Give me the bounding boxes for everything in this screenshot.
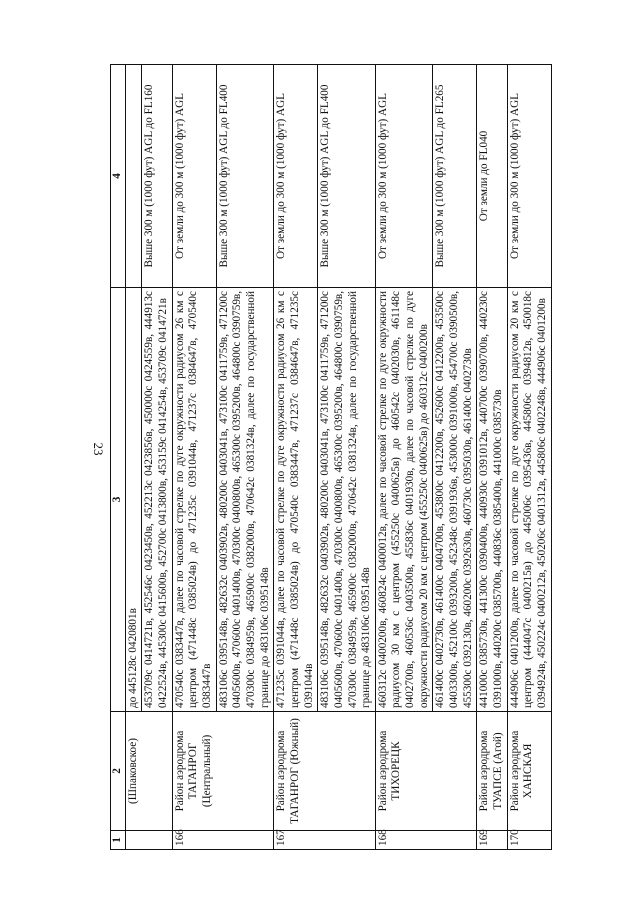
boundary-coordinates: 470540с 0383447в, далее по часовой стрелке по дуге окружности радиусом 26 км с центром (471448с 0385024в) до 471235с 0391044в, 471237с 0384647в, 470540с 0383447в [172, 288, 216, 712]
boundary-coordinates: до 445128с 0420801в [125, 288, 142, 712]
aerodrome-name: Район аэродрома ХАНСКАЯ [507, 712, 551, 831]
table-row [375, 65, 433, 850]
row-number: 170 [507, 831, 551, 850]
table-row [274, 65, 318, 850]
row-number [125, 831, 172, 850]
vertical-limits: От земли до 300 м (1000 фут) AGL [274, 65, 318, 288]
boundary-coordinates: 460312с 0400200в, 460824с 0400012в, далее по часовой стрелке по дуге окружности радиусом 30 км с центром (455250с 0400625в) до 460542с 0402030в, 461148с 0402700в, 460536с 0403500в, 455836с 0401930в, далее по часовой стрелке по дуге окружности радиусом 20 км с центром (455250с 0400625в) до 460312с 0400200в [375, 288, 433, 712]
vertical-limits: Выше 300 м (1000 фут) AGL до FL400 [318, 65, 376, 288]
aerodrome-name: Район аэродрома ТУАПСЕ (Агой) [477, 712, 507, 831]
vertical-limits: Выше 300 м (1000 фут) AGL до FL265 [433, 65, 477, 288]
aerodrome-name: (Шпаковское) [125, 712, 172, 831]
header-col-1: 1 [111, 831, 126, 850]
boundary-coordinates: 444906с 0401200в, далее по часовой стрелке по дуге окружности радиусом 20 км с центром (444047с 0400215в) до 445006с 0395436в, 445806с 0394812в, 450018с 0394924в, 450224с 0400212в, 450206с 0401312в, 445806с 0402248в, 444906с 0401200в [507, 288, 551, 712]
boundary-coordinates: 461400с 0402730в, 461400с 0404700в, 453800с 0412200в, 452600с 0412200в, 453500с 0403300в, 452100с 0393200в, 452348с 0391936в, 453000с 0391000в, 454700с 0390500в, 455300с 0392130в, 460200с 0392630в, 460730с 0395030в, 461400с 0402730в [433, 288, 477, 712]
table-row [172, 65, 216, 850]
boundary-coordinates: 441000с 0385730в, 441300с 0390400в, 440930с 0391012в, 440700с 0390700в, 440230с 0391000в, 440200с 0385700в, 440836с 0385400в, 441000с 0385730в [477, 288, 507, 712]
boundary-coordinates: 483106с 0395148в, 482632с 0403902в, 480200с 0403041в, 473100с 0411759в, 471200с 0405600в, 470600с 0401400в, 470300с 0400800в, 465300с 0395200в, 464800с 0390759в, 470300с 0384959в, 465900с 0382000в, 470642с 0381324в, далее по государственной границе до 483106с 0395148в [318, 288, 376, 712]
aerodrome-name: Район аэродрома ТИХОРЕЦК [375, 712, 477, 831]
vertical-limits: От земли до 300 м (1000 фут) AGL [172, 65, 216, 288]
table-row [477, 65, 507, 850]
boundary-coordinates: 471235с 0391044в, далее по часовой стрелке по дуге окружности радиусом 26 км с центром (471448с 0385024в) до 470540с 0383447в, 471237с 0384647в, 471235с 0391044в [274, 288, 318, 712]
page-number: 23 [91, 442, 106, 456]
vertical-limits [125, 65, 142, 288]
airspace-table [110, 64, 552, 850]
boundary-coordinates: 453709с 0414721в, 452546с 0423450в, 452213с 0423856в, 450000с 0424559в, 444913с 0422524в, 445300с 0415600в, 452700с 0413800в, 453159с 0414254в, 453709с 0414721в [142, 288, 172, 712]
header-col-2: 2 [111, 712, 126, 831]
header-row [111, 65, 126, 850]
row-number: 169 [477, 831, 507, 850]
row-number: 166 [172, 831, 274, 850]
aerodrome-name: Район аэродрома ТАГАНРОГ (Южный) [274, 712, 376, 831]
header-col-3: 3 [111, 288, 126, 712]
row-number: 167 [274, 831, 376, 850]
vertical-limits: От земли до 300 м (1000 фут) AGL [375, 65, 433, 288]
vertical-limits: От земли до FL040 [477, 65, 507, 288]
table-row [507, 65, 551, 850]
boundary-coordinates: 483106с 0395148в, 482632с 0403902в, 480200с 0403041в, 473100с 0411759в, 471200с 0405600в, 470600с 0401400в, 470300с 0400800в, 465300с 0395200в, 464800с 0390759в, 470300с 0384959в, 465900с 0382000в, 470642с 0381324в, далее по государственной границе до 483106с 0395148в [216, 288, 274, 712]
table-row [125, 65, 142, 850]
vertical-limits: Выше 300 м (1000 фут) AGL до FL400 [216, 65, 274, 288]
header-col-4: 4 [111, 65, 126, 288]
vertical-limits: Выше 300 м (1000 фут) AGL до FL160 [142, 65, 172, 288]
row-number: 168 [375, 831, 477, 850]
aerodrome-name: Район аэродрома ТАГАНРОГ (Центральный) [172, 712, 274, 831]
rotated-table-container [110, 64, 590, 850]
vertical-limits: От земли до 300 м (1000 фут) AGL [507, 65, 551, 288]
